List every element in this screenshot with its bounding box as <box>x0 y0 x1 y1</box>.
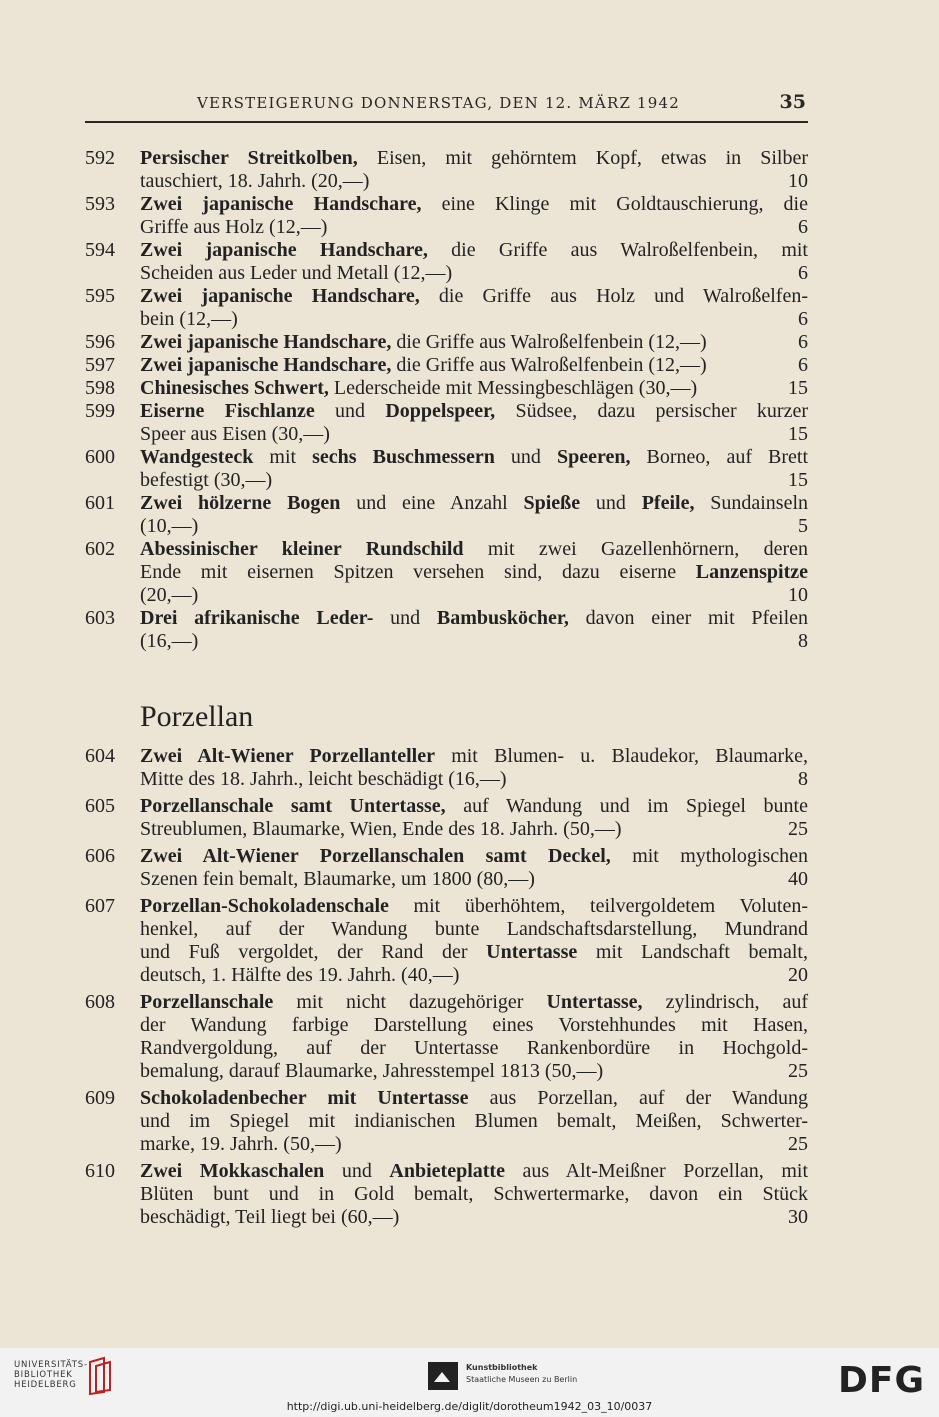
item-detail: mit Blumen- u. Blaudekor, Blaumarke, <box>434 745 808 767</box>
estimate-price: 10 <box>788 170 808 192</box>
catalog-entry <box>85 377 808 400</box>
dfg-logo[interactable]: DFG <box>837 1360 925 1401</box>
catalog-entry <box>85 239 808 285</box>
item-detail: henkel, auf der Wandung bunte Landschaftsdarstellung, Mundrand <box>140 918 808 940</box>
lot-number: 608 <box>85 991 115 1013</box>
item-title: Schokoladenbecher mit Untertasse <box>140 1087 469 1109</box>
item-title: Zwei japanische Handschare, <box>140 193 422 215</box>
page-number: 35 <box>779 91 806 113</box>
lot-number: 598 <box>85 377 115 399</box>
item-detail: die Griffe aus Holz und Walroßelfen- <box>419 285 808 307</box>
item-title: Zwei Alt-Wiener Porzellanschalen samt Deckel, <box>140 845 611 867</box>
entry-line <box>140 216 808 239</box>
kb-name: Kunstbibliothek <box>466 1363 538 1372</box>
item-detail: Griffe aus Holz (12,—) <box>140 216 328 238</box>
entry-line <box>140 308 808 331</box>
item-detail: Randvergoldung, auf der Untertasse Rankenbordüre in Hochgold- <box>140 1037 808 1059</box>
item-title: Porzellanschale samt Untertasse, <box>140 795 446 817</box>
item-detail: davon einer mit Pfeilen <box>568 607 808 629</box>
item-detail: und <box>494 446 557 468</box>
item-title: Untertasse, <box>546 991 643 1013</box>
entry-line <box>140 818 808 841</box>
entry-line <box>140 331 808 354</box>
catalog-entry <box>85 285 808 331</box>
entry-line <box>140 469 808 492</box>
item-title: Zwei Alt-Wiener Porzellanteller <box>140 745 435 767</box>
lot-number: 606 <box>85 845 115 867</box>
item-detail: mit Landschaft bemalt, <box>577 941 808 963</box>
catalog-entry <box>85 1087 808 1156</box>
entry-line <box>140 607 808 630</box>
item-detail: der Wandung farbige Darstellung eines Vorstehhundes mit Hasen, <box>140 1014 808 1036</box>
entry-line <box>140 561 808 584</box>
lot-number: 607 <box>85 895 115 917</box>
item-detail: die Griffe aus Walroßelfenbein (12,—) <box>391 331 707 353</box>
item-detail: und <box>324 1160 390 1182</box>
uni-logo-line: HEIDELBERG <box>14 1380 77 1390</box>
estimate-price: 15 <box>788 423 808 445</box>
entry-line <box>140 515 808 538</box>
item-detail: Szenen fein bemalt, Blaumarke, um 1800 (80,—) <box>140 868 535 890</box>
item-title: Zwei japanische Handschare, <box>140 331 392 353</box>
catalog-entry <box>85 446 808 492</box>
entry-line <box>140 377 808 400</box>
header-rule <box>85 121 808 123</box>
entry-line <box>140 239 808 262</box>
estimate-price: 25 <box>788 818 808 840</box>
catalog-entries-porcelain <box>85 745 808 1233</box>
estimate-price: 6 <box>798 308 808 330</box>
lot-number: 600 <box>85 446 115 468</box>
item-detail: Ende mit eisernen Spitzen versehen sind, dazu eiserne <box>140 561 696 583</box>
entry-line <box>140 1060 808 1083</box>
entry-line <box>140 400 808 423</box>
item-title: Porzellanschale <box>140 991 274 1013</box>
entry-line <box>140 285 808 308</box>
item-detail: deutsch, 1. Hälfte des 19. Jahrh. (40,—) <box>140 964 460 986</box>
item-detail: Eisen, mit gehörntem Kopf, etwas in Silber <box>357 147 808 169</box>
entry-description <box>140 331 707 354</box>
estimate-price: 25 <box>788 1060 808 1082</box>
estimate-price: 6 <box>798 354 808 376</box>
entry-line <box>140 1110 808 1133</box>
estimate-price: 40 <box>788 868 808 890</box>
uni-logo-line: BIBLIOTHEK <box>14 1370 73 1380</box>
item-title: Untertasse <box>486 941 578 963</box>
item-detail: Scheiden aus Leder und Metall (12,—) <box>140 262 453 284</box>
lot-number: 597 <box>85 354 115 376</box>
item-detail: die Griffe aus Walroßelfenbein, mit <box>427 239 808 261</box>
lot-number: 593 <box>85 193 115 215</box>
item-detail: Sundainseln <box>694 492 808 514</box>
item-detail: und eine Anzahl <box>340 492 524 514</box>
item-detail: und Fuß vergoldet, der Rand der <box>140 941 487 963</box>
entry-line <box>140 745 808 768</box>
item-title: Spieße <box>523 492 581 514</box>
catalog-entry <box>85 538 808 607</box>
entry-line <box>140 1206 808 1229</box>
catalog-entries-weapons <box>85 147 808 653</box>
lot-number: 594 <box>85 239 115 261</box>
catalog-entry <box>85 745 808 791</box>
item-detail: marke, 19. Jahrh. (50,—) <box>140 1133 342 1155</box>
uni-logo-line: UNIVERSITÄTS- <box>14 1360 88 1370</box>
entry-line <box>140 262 808 285</box>
item-title: Zwei Mokkaschalen <box>140 1160 325 1182</box>
catalog-entry <box>85 354 808 377</box>
entry-line <box>140 446 808 469</box>
estimate-price: 6 <box>798 216 808 238</box>
kb-subtitle: Staatliche Museen zu Berlin <box>466 1375 578 1384</box>
item-detail: und <box>373 607 437 629</box>
entry-line <box>140 354 808 377</box>
estimate-price: 30 <box>788 1206 808 1228</box>
estimate-price: 25 <box>788 1133 808 1155</box>
estimate-price: 6 <box>798 262 808 284</box>
item-detail: aus Porzellan, auf der Wandung <box>468 1087 808 1109</box>
item-detail: bein (12,—) <box>140 308 238 330</box>
item-detail: und <box>314 400 386 422</box>
entry-line <box>140 991 808 1014</box>
lot-number: 592 <box>85 147 115 169</box>
item-title: Zwei japanische Handschare, <box>140 239 428 261</box>
entry-description <box>140 354 707 377</box>
entry-line <box>140 868 808 891</box>
catalog-entry <box>85 845 808 891</box>
catalog-entry <box>85 895 808 987</box>
lot-number: 601 <box>85 492 115 514</box>
item-detail: (10,—) <box>140 515 199 537</box>
item-detail: auf Wandung und im Spiegel bunte <box>445 795 808 817</box>
item-detail: tauschiert, 18. Jahrh. (20,—) <box>140 170 370 192</box>
lot-number: 602 <box>85 538 115 560</box>
catalog-entry <box>85 607 808 653</box>
item-detail: eine Klinge mit Goldtauschierung, die <box>421 193 808 215</box>
catalog-entry <box>85 193 808 239</box>
entry-line <box>140 768 808 791</box>
item-detail: und <box>580 492 642 514</box>
university-library-icon <box>86 1356 114 1396</box>
item-detail: mit zwei Gazellenhörnern, deren <box>463 538 808 560</box>
entry-line <box>140 492 808 515</box>
kunstbibliothek-icon <box>428 1362 458 1390</box>
entry-line <box>140 1037 808 1060</box>
item-title: Eiserne Fischlanze <box>140 400 315 422</box>
item-detail: mit <box>253 446 313 468</box>
catalog-entry <box>85 1160 808 1229</box>
item-detail: Lederscheide mit Messingbeschlägen (30,—) <box>328 377 698 399</box>
entry-line <box>140 423 808 446</box>
entry-line <box>140 845 808 868</box>
item-detail: und im Spiegel mit indianischen Blumen bemalt, Meißen, Schwerter- <box>140 1110 808 1132</box>
permalink-url[interactable]: http://digi.ub.uni-heidelberg.de/diglit/dorotheum1942_03_10/0037 <box>286 1400 653 1413</box>
item-detail: die Griffe aus Walroßelfenbein (12,—) <box>391 354 707 376</box>
item-title: Bambusköcher, <box>436 607 569 629</box>
lot-number: 603 <box>85 607 115 629</box>
kunstbibliothek-logo[interactable] <box>466 1362 577 1386</box>
item-detail: Blüten bunt und in Gold bemalt, Schwertermarke, davon ein Stück <box>140 1183 808 1205</box>
lot-number: 609 <box>85 1087 115 1109</box>
entry-line <box>140 1014 808 1037</box>
estimate-price: 8 <box>798 630 808 652</box>
estimate-price: 8 <box>798 768 808 790</box>
item-detail: Borneo, auf Brett <box>630 446 809 468</box>
entry-line <box>140 918 808 941</box>
entry-line <box>140 630 808 653</box>
item-detail: (16,—) <box>140 630 199 652</box>
item-detail: Speer aus Eisen (30,—) <box>140 423 330 445</box>
item-title: Zwei japanische Handschare, <box>140 285 420 307</box>
item-detail: aus Alt-Meißner Porzellan, mit <box>504 1160 808 1182</box>
item-detail: beschädigt, Teil liegt bei (60,—) <box>140 1206 400 1228</box>
lot-number: 610 <box>85 1160 115 1182</box>
item-title: Persischer Streitkolben, <box>140 147 358 169</box>
item-detail: bemalung, darauf Blaumarke, Jahresstempel 1813 (50,—) <box>140 1060 604 1082</box>
entry-line <box>140 795 808 818</box>
entry-line <box>140 170 808 193</box>
item-title: Speeren, <box>556 446 631 468</box>
entry-description <box>140 377 697 400</box>
running-header <box>85 92 808 116</box>
catalog-entry <box>85 400 808 446</box>
catalog-entry <box>85 795 808 841</box>
estimate-price: 15 <box>788 377 808 399</box>
entry-line <box>140 1087 808 1110</box>
item-title: Zwei hölzerne Bogen <box>140 492 341 514</box>
item-detail: (20,—) <box>140 584 199 606</box>
entry-line <box>140 1160 808 1183</box>
lot-number: 604 <box>85 745 115 767</box>
item-title: Abessinischer kleiner Rundschild <box>140 538 464 560</box>
estimate-price: 10 <box>788 584 808 606</box>
entry-line <box>140 964 808 987</box>
item-title: Drei afrikanische Leder- <box>140 607 374 629</box>
item-title: Pfeile, <box>641 492 695 514</box>
item-title: Zwei japanische Handschare, <box>140 354 392 376</box>
item-detail: Streublumen, Blaumarke, Wien, Ende des 18. Jahrh. (50,—) <box>140 818 622 840</box>
catalog-entry <box>85 331 808 354</box>
entry-line <box>140 147 808 170</box>
item-title: sechs Buschmessern <box>312 446 495 468</box>
university-library-logo[interactable] <box>14 1360 88 1390</box>
item-detail: mit überhöhtem, teilvergoldetem Voluten- <box>388 895 808 917</box>
item-detail: Südsee, dazu persischer kurzer <box>495 400 808 422</box>
item-title: Doppelspeer, <box>385 400 496 422</box>
entry-line <box>140 1133 808 1156</box>
entry-line <box>140 193 808 216</box>
lot-number: 605 <box>85 795 115 817</box>
item-title: Anbieteplatte <box>389 1160 505 1182</box>
item-title: Porzellan-Schokoladenschale <box>140 895 389 917</box>
item-detail: mit nicht dazugehöriger <box>273 991 547 1013</box>
lot-number: 599 <box>85 400 115 422</box>
estimate-price: 6 <box>798 331 808 353</box>
lot-number: 595 <box>85 285 115 307</box>
item-title: Chinesisches Schwert, <box>140 377 329 399</box>
entry-line <box>140 584 808 607</box>
item-detail: zylindrisch, auf <box>642 991 808 1013</box>
catalog-entry <box>85 147 808 193</box>
item-title: Lanzenspitze <box>695 561 808 583</box>
item-detail: mit mythologischen <box>610 845 808 867</box>
entry-line <box>140 538 808 561</box>
item-title: Wandgesteck <box>140 446 254 468</box>
running-header-title: VERSTEIGERUNG DONNERSTAG, DEN 12. MÄRZ 1942 <box>197 94 681 112</box>
catalog-entry <box>85 492 808 538</box>
item-detail: befestigt (30,—) <box>140 469 273 491</box>
catalog-entry <box>85 991 808 1083</box>
entry-line <box>140 895 808 918</box>
estimate-price: 15 <box>788 469 808 491</box>
lot-number: 596 <box>85 331 115 353</box>
estimate-price: 5 <box>798 515 808 537</box>
entry-line <box>140 1183 808 1206</box>
item-detail: Mitte des 18. Jahrh., leicht beschädigt (16,—) <box>140 768 507 790</box>
footer-bar <box>0 1348 939 1417</box>
estimate-price: 20 <box>788 964 808 986</box>
entry-line <box>140 941 808 964</box>
section-heading: Porzellan <box>140 700 254 733</box>
